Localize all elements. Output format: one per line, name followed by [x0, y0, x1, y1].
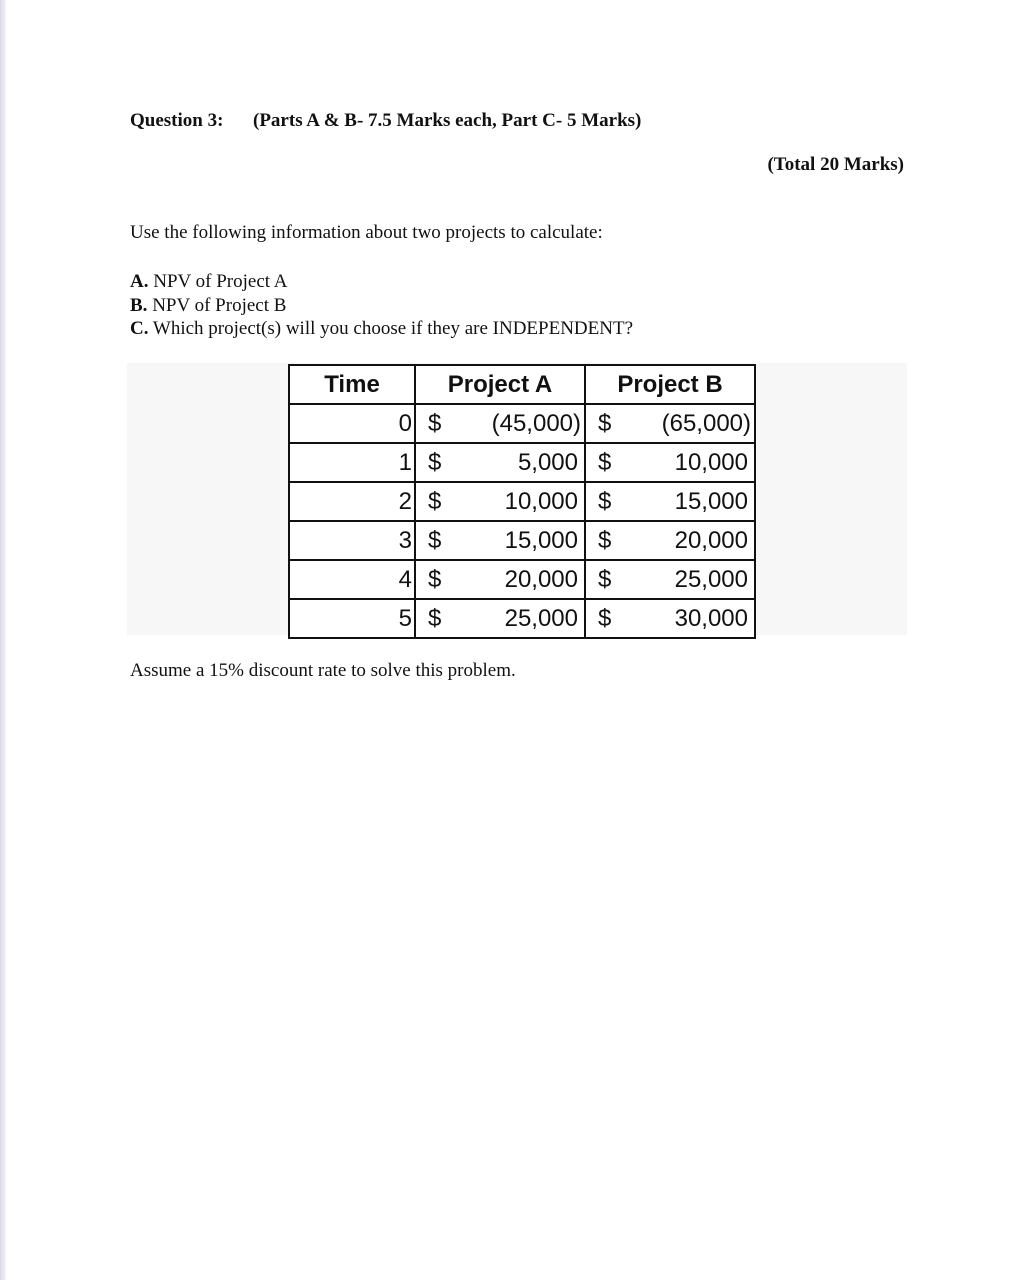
header-time: Time	[289, 365, 415, 404]
cell-time: 3	[289, 521, 415, 560]
cell-time: 2	[289, 482, 415, 521]
cell-project-b-amount: (65,000)	[634, 404, 755, 443]
page-left-edge	[0, 0, 6, 1280]
cash-flow-table	[288, 364, 756, 639]
task-text: Which project(s) will you choose if they are INDEPENDENT?	[148, 318, 634, 339]
table-row	[289, 560, 755, 599]
task-text: NPV of Project B	[147, 294, 287, 316]
cell-project-a-amount: 5,000	[464, 443, 585, 482]
intro-text: Use the following information about two projects to calculate:	[130, 222, 603, 243]
cell-time: 5	[289, 599, 415, 638]
table-row	[289, 443, 755, 482]
cell-project-a-currency: $	[415, 482, 464, 521]
cell-project-b-amount: 10,000	[634, 443, 755, 482]
cell-project-a-amount: 25,000	[464, 599, 585, 638]
cell-project-a-amount: 20,000	[464, 560, 585, 599]
task-label: B.	[130, 294, 148, 316]
task-item	[130, 270, 633, 294]
question-marks-breakdown: (Parts A & B- 7.5 Marks each, Part C- 5 Marks)	[253, 110, 642, 131]
cell-project-a-currency: $	[415, 404, 464, 443]
task-label: C.	[130, 318, 149, 339]
cell-project-b-currency: $	[585, 404, 634, 443]
task-item	[130, 317, 633, 341]
table-row	[289, 599, 755, 638]
table-row	[289, 521, 755, 560]
cell-project-b-amount: 15,000	[634, 482, 755, 521]
cell-project-a-currency: $	[415, 443, 464, 482]
discount-rate-assumption: Assume a 15% discount rate to solve this problem.	[130, 660, 516, 681]
cell-project-b-currency: $	[585, 560, 634, 599]
table-header-row	[289, 365, 755, 404]
cell-time: 0	[289, 404, 415, 443]
cell-project-a-currency: $	[415, 599, 464, 638]
cell-project-a-amount: 15,000	[464, 521, 585, 560]
table-row	[289, 404, 755, 443]
cell-time: 1	[289, 443, 415, 482]
cell-project-b-amount: 30,000	[634, 599, 755, 638]
task-list	[130, 270, 633, 341]
header-project-b: Project B	[585, 365, 755, 404]
header-project-a: Project A	[415, 365, 585, 404]
question-total-marks: (Total 20 Marks)	[767, 154, 904, 175]
cell-project-a-currency: $	[415, 560, 464, 599]
cell-project-a-amount: 10,000	[464, 482, 585, 521]
cell-project-a-amount: (45,000)	[464, 404, 585, 443]
task-label: A.	[130, 271, 149, 292]
cell-project-b-currency: $	[585, 482, 634, 521]
task-text: NPV of Project A	[148, 271, 288, 292]
table-row	[289, 482, 755, 521]
task-item	[130, 294, 633, 318]
question-title: Question 3:	[130, 110, 224, 131]
cell-project-b-currency: $	[585, 599, 634, 638]
cell-project-b-amount: 20,000	[634, 521, 755, 560]
cell-project-a-currency: $	[415, 521, 464, 560]
cell-time: 4	[289, 560, 415, 599]
cell-project-b-currency: $	[585, 443, 634, 482]
cell-project-b-amount: 25,000	[634, 560, 755, 599]
cell-project-b-currency: $	[585, 521, 634, 560]
